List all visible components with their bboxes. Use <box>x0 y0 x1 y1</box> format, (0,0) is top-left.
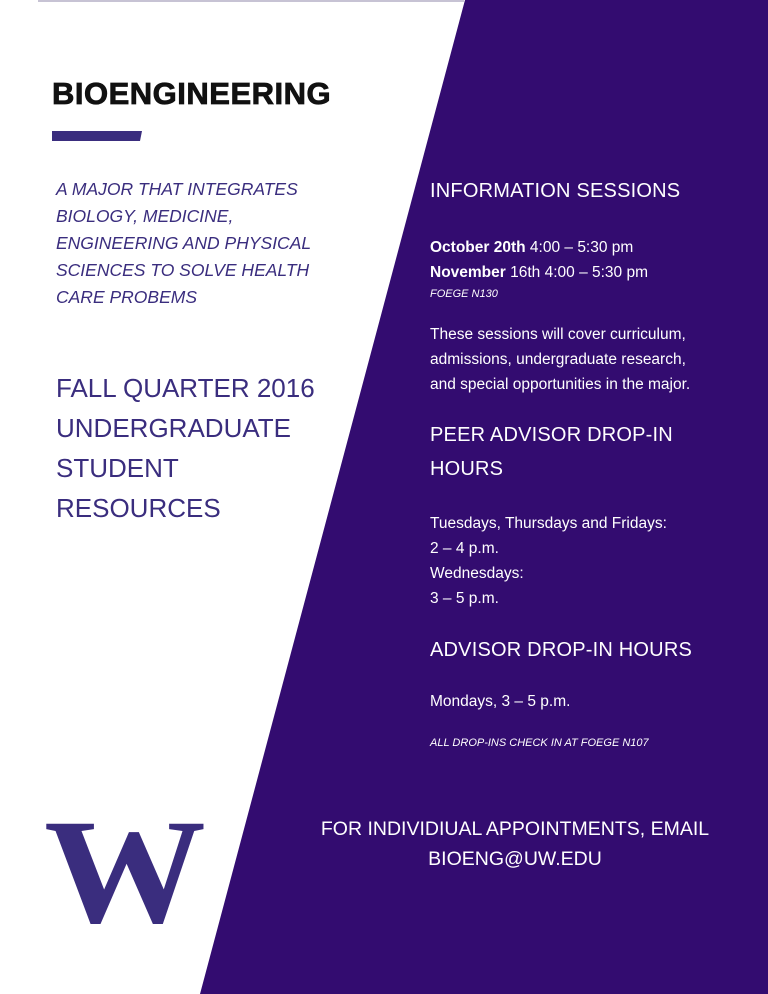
session-row <box>430 260 648 285</box>
peer-hours-line: 2 – 4 p.m. <box>430 540 499 557</box>
session-description <box>430 322 690 397</box>
session-row <box>430 235 648 260</box>
peer-hours-line: Tuesdays, Thursdays and Fridays: <box>430 515 667 532</box>
peer-hours-line: 3 – 5 p.m. <box>430 590 499 607</box>
appointments-text: FOR INDIVIDIUAL APPOINTMENTS, EMAIL <box>320 818 710 840</box>
tagline-line: ENGINEERING AND PHYSICAL <box>56 233 312 253</box>
session-date: October 20th <box>430 239 526 256</box>
top-rule <box>38 0 464 2</box>
advisor-hours: Mondays, 3 – 5 p.m. <box>430 693 571 710</box>
session-date: November <box>430 264 506 281</box>
drop-in-note: ALL DROP-INS CHECK IN AT FOEGE N107 <box>430 737 649 749</box>
peer-advisor-title-line: HOURS <box>430 458 504 480</box>
appointments-footer <box>270 814 760 874</box>
uw-w-letter: W <box>44 812 206 924</box>
uw-w-logo <box>44 812 206 924</box>
quarter-line: UNDERGRADUATE <box>56 413 291 443</box>
tagline-line: A MAJOR THAT INTEGRATES <box>56 179 298 199</box>
email-link[interactable]: BIOENG@UW.EDU <box>428 848 602 870</box>
page-title: BIOENGINEERING <box>52 76 332 111</box>
info-sessions-dates <box>430 235 648 285</box>
tagline-line: CARE PROBEMS <box>56 287 197 307</box>
peer-hours-line: Wednesdays: <box>430 565 524 582</box>
tagline-line: BIOLOGY, MEDICINE, <box>56 206 234 226</box>
tagline-line: SCIENCES TO SOLVE HEALTH <box>56 260 310 280</box>
description-line: admissions, undergraduate research, <box>430 351 686 368</box>
accent-bar <box>52 131 142 141</box>
peer-advisor-hours <box>430 511 667 611</box>
session-time: 16th 4:00 – 5:30 pm <box>505 264 648 281</box>
quarter-title <box>56 368 315 528</box>
peer-advisor-title-line: PEER ADVISOR DROP-IN <box>430 424 673 446</box>
quarter-line: RESOURCES <box>56 493 221 523</box>
description-line: These sessions will cover curriculum, <box>430 326 686 343</box>
quarter-line: FALL QUARTER 2016 <box>56 373 315 403</box>
session-location: FOEGE N130 <box>430 288 498 300</box>
info-sessions-title: INFORMATION SESSIONS <box>430 180 681 202</box>
tagline <box>56 176 356 311</box>
advisor-title: ADVISOR DROP-IN HOURS <box>430 639 693 661</box>
description-line: and special opportunities in the major. <box>430 376 691 393</box>
quarter-line: STUDENT <box>56 453 179 483</box>
peer-advisor-title <box>430 418 673 486</box>
session-time: 4:00 – 5:30 pm <box>525 239 634 256</box>
